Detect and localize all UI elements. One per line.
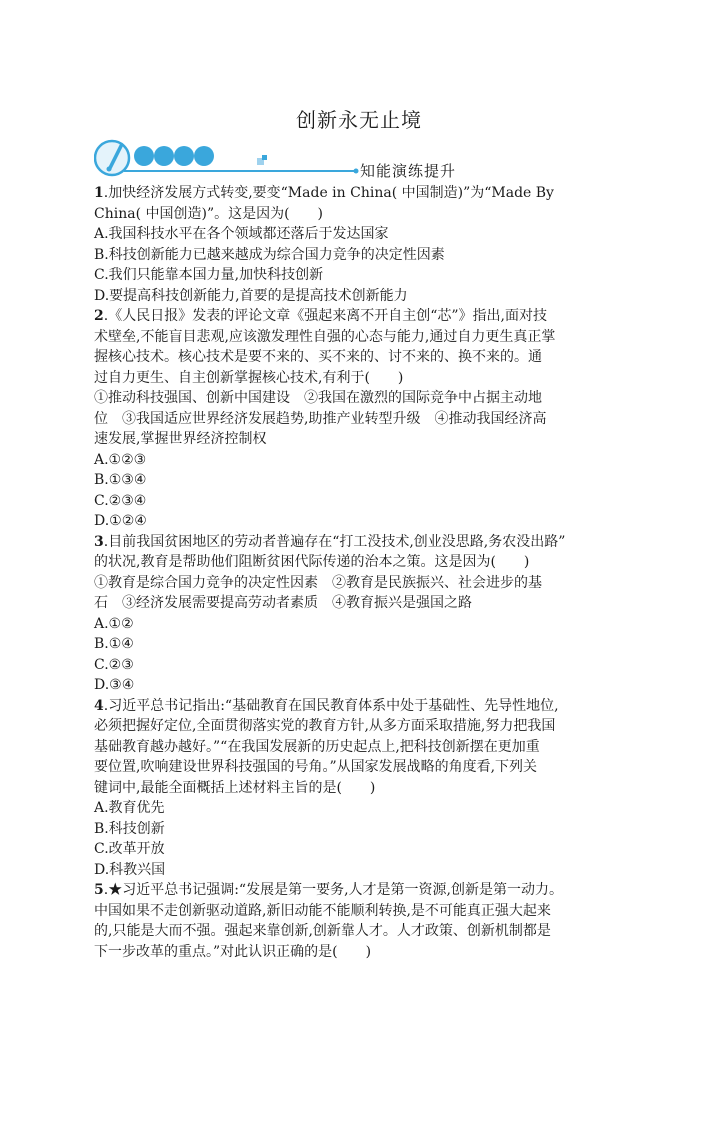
option-a: A.教育优先: [94, 800, 165, 816]
question-list: [94, 183, 634, 962]
option-d: D.要提高科技创新能力,首要的是提高技术创新能力: [94, 287, 408, 304]
pen-badge-icon: [95, 141, 129, 175]
question-4: [94, 696, 634, 881]
question-stem: China( 中国创造)”。这是因为( ): [94, 205, 324, 222]
option-a: A.我国科技水平在各个领域都还落后于发达国家: [94, 226, 389, 242]
question-stem: .加快经济发展方式转变,要变“Made in China( 中国制造)”为“Made By: [103, 185, 554, 201]
question-stem: 的状况,教育是帮助他们阻断贫困代际传递的治本之策。这是因为( ): [94, 554, 530, 570]
banner-dot-2: [154, 146, 174, 166]
question-number: 1: [94, 185, 104, 201]
question-number: 3: [94, 533, 104, 550]
statement-list: ①教育是综合国力竞争的决定性因素 ②教育是民族振兴、社会进步的基: [94, 574, 542, 591]
question-number: 5: [94, 882, 104, 898]
question-stem: 的,只能是大而不强。强起来靠创新,创新靠人才。人才政策、创新机制都是: [94, 923, 551, 939]
option-b: B.①④: [94, 636, 134, 652]
option-b: B.科技创新: [94, 820, 165, 837]
question-stem: .目前我国贫困地区的劳动者普遍存在“打工没技术,创业没思路,务农没出路”: [103, 533, 566, 550]
question-stem: 过自力更生、自主创新掌握核心技术,有利于( ): [94, 369, 404, 386]
option-c: C.我们只能靠本国力量,加快科技创新: [94, 267, 324, 283]
option-b: B.科技创新能力已越来越成为综合国力竞争的决定性因素: [94, 246, 445, 263]
question-stem: 要位置,吹响建设世界科技强国的号角。”从国家发展战略的角度看,下列关: [94, 759, 538, 775]
question-stem: 基础教育越办越好。”“在我国发展新的历史起点上,把科技创新摆在更加重: [94, 738, 540, 755]
section-label: 知能演练提升: [360, 162, 457, 180]
question-number: 4: [94, 697, 104, 714]
statement-list: 石 ③经济发展需要提高劳动者素质 ④教育振兴是强国之路: [94, 595, 472, 611]
banner-dot-1: [134, 146, 154, 166]
question-stem: .《人民日报》发表的评论文章《强起来离不开自主创“芯”》指出,面对技: [103, 308, 547, 324]
page-title: 创新永无止境: [296, 108, 422, 132]
question-3: [94, 532, 634, 696]
question-5: [94, 880, 634, 962]
option-d: D.科教兴国: [94, 861, 166, 878]
banner-dot-3: [174, 146, 194, 166]
question-2: [94, 306, 634, 532]
question-stem: 键词中,最能全面概括上述材料主旨的是( ): [94, 779, 376, 796]
option-c: C.②③④: [94, 492, 147, 509]
option-c: C.②③: [94, 656, 134, 673]
option-d: D.①②④: [94, 513, 147, 529]
statement-list: 速发展,掌握世界经济控制权: [94, 431, 267, 447]
question-stem: .习近平总书记指出:“基础教育在国民教育体系中处于基础性、先导性地位,: [103, 697, 559, 714]
statement-list: ①推动科技强国、创新中国建设 ②我国在激烈的国际竞争中占据主动地: [94, 390, 542, 406]
question-stem: 握核心技术。核心技术是要不来的、买不来的、讨不来的、换不来的。通: [94, 349, 542, 365]
option-a: A.①②: [94, 615, 134, 632]
question-stem: 术壁垒,不能盲目悲观,应该激发理性自强的心态与能力,通过自力更生真正掌: [94, 328, 556, 345]
question-stem: 下一步改革的重点。”对此认识正确的是( ): [94, 943, 372, 960]
option-c: C.改革开放: [94, 841, 165, 857]
question-stem: .★习近平总书记强调:“发展是第一要务,人才是第一资源,创新是第一动力。: [103, 882, 563, 898]
option-b: B.①③④: [94, 472, 147, 488]
option-a: A.①②③: [94, 451, 147, 468]
question-stem: 中国如果不走创新驱动道路,新旧动能不能顺利转换,是不可能真正强大起来: [94, 902, 551, 919]
banner-dot-4: [194, 146, 214, 166]
question-stem: 必须把握好定位,全面贯彻落实党的教育方针,从多方面采取措施,努力把我国: [94, 718, 556, 734]
question-number: 2: [94, 308, 104, 324]
option-d: D.③④: [94, 677, 135, 693]
question-1: [94, 183, 634, 306]
statement-list: 位 ③我国适应世界经济发展趋势,助推产业转型升级 ④推动我国经济高: [94, 410, 547, 427]
